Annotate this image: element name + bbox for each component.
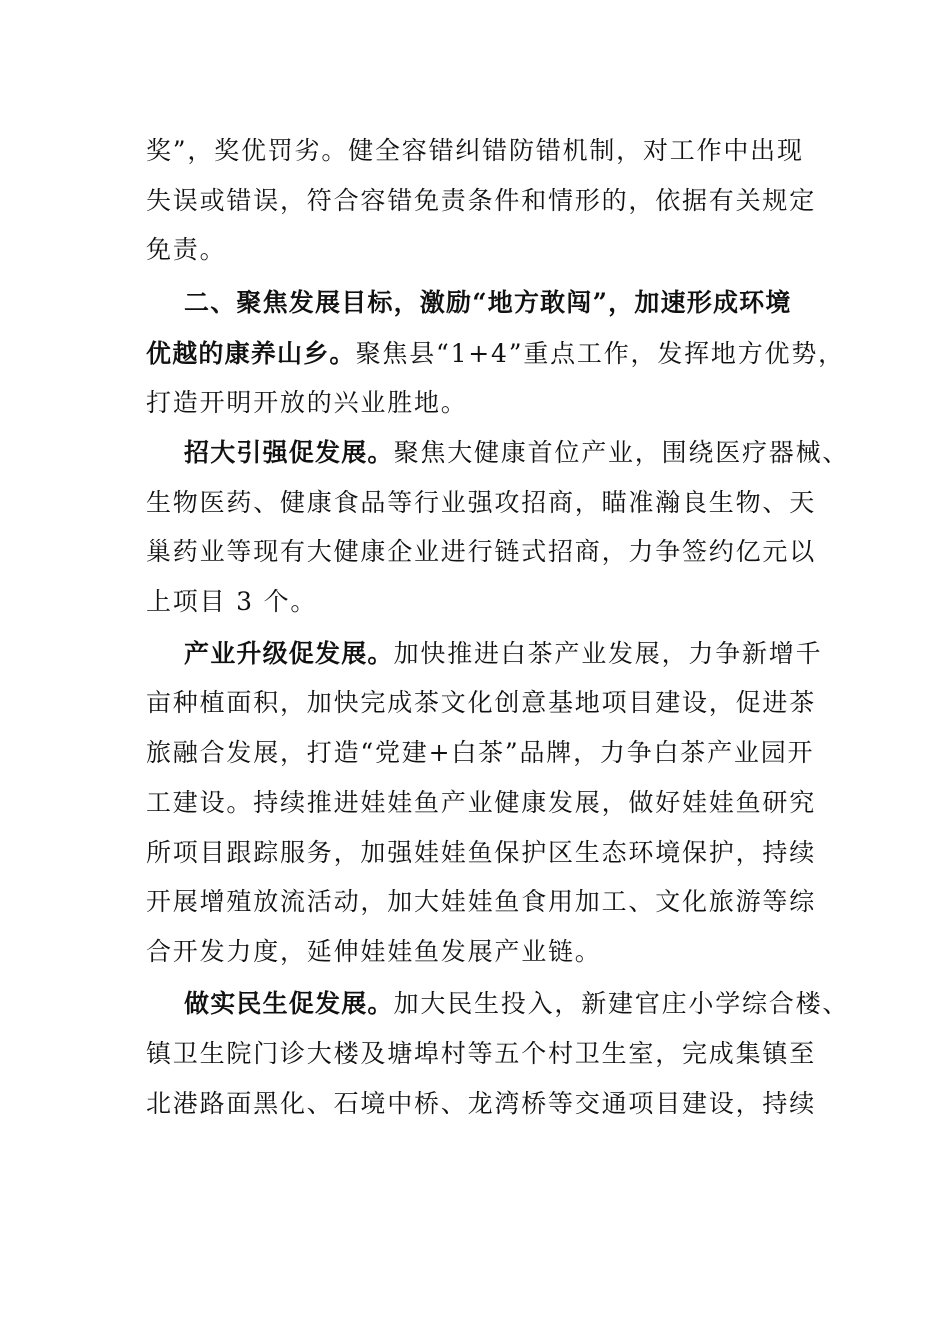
paragraph-heading: 招大引强促发展。 xyxy=(184,438,394,467)
section-heading-continued: 优越的康养山乡。 xyxy=(146,339,356,368)
text-span: 聚焦县“1+4”重点工作，发挥地方优势， xyxy=(355,339,845,368)
text-span: 聚焦大健康首位产业，围绕医疗器械、 xyxy=(393,438,850,467)
text-line: 生物医药、健康食品等行业强攻招商，瞄准瀚良生物、天 xyxy=(146,488,817,517)
text-line: 亩种植面积，加快完成茶文化创意基地项目建设，促进茶 xyxy=(146,688,817,717)
text-line: 打造开明开放的兴业胜地。 xyxy=(146,388,468,417)
text-line: 合开发力度，延伸娃娃鱼发展产业链。 xyxy=(146,937,602,966)
text-line: 镇卫生院门诊大楼及塘埠村等五个村卫生室，完成集镇至 xyxy=(146,1039,817,1068)
text-span: 加大民生投入，新建官庄小学综合楼、 xyxy=(393,989,850,1018)
text-line: 旅融合发展，打造“党建+白茶”品牌，力争白茶产业园开 xyxy=(146,738,815,767)
text-line: 失误或错误，符合容错免责条件和情形的，依据有关规定 xyxy=(146,186,817,215)
text-line xyxy=(184,637,822,671)
text-line: 工建设。持续推进娃娃鱼产业健康发展，做好娃娃鱼研究 xyxy=(146,788,817,817)
text-line xyxy=(184,987,849,1021)
text-line: 所项目跟踪服务，加强娃娃鱼保护区生态环境保护，持续 xyxy=(146,838,817,867)
text-line: 开展增殖放流活动，加大娃娃鱼食用加工、文化旅游等综 xyxy=(146,887,817,916)
text-line: 巢药业等现有大健康企业进行链式招商，力争签约亿元以 xyxy=(146,537,817,566)
text-line xyxy=(184,436,849,470)
text-span: 加快推进白茶产业发展，力争新增千 xyxy=(393,639,823,668)
paragraph-heading: 做实民生促发展。 xyxy=(184,989,394,1018)
text-line xyxy=(146,337,845,371)
text-line: 奖”，奖优罚劣。健全容错纠错防错机制，对工作中出现 xyxy=(146,136,804,165)
paragraph-heading: 产业升级促发展。 xyxy=(184,639,394,668)
section-heading: 二、聚焦发展目标，激励“地方敢闯”，加速形成环境 xyxy=(184,288,792,317)
text-line: 免责。 xyxy=(146,235,227,264)
text-line: 上项目 3 个。 xyxy=(146,587,318,616)
text-line: 北港路面黑化、石境中桥、龙湾桥等交通项目建设，持续 xyxy=(146,1089,817,1118)
